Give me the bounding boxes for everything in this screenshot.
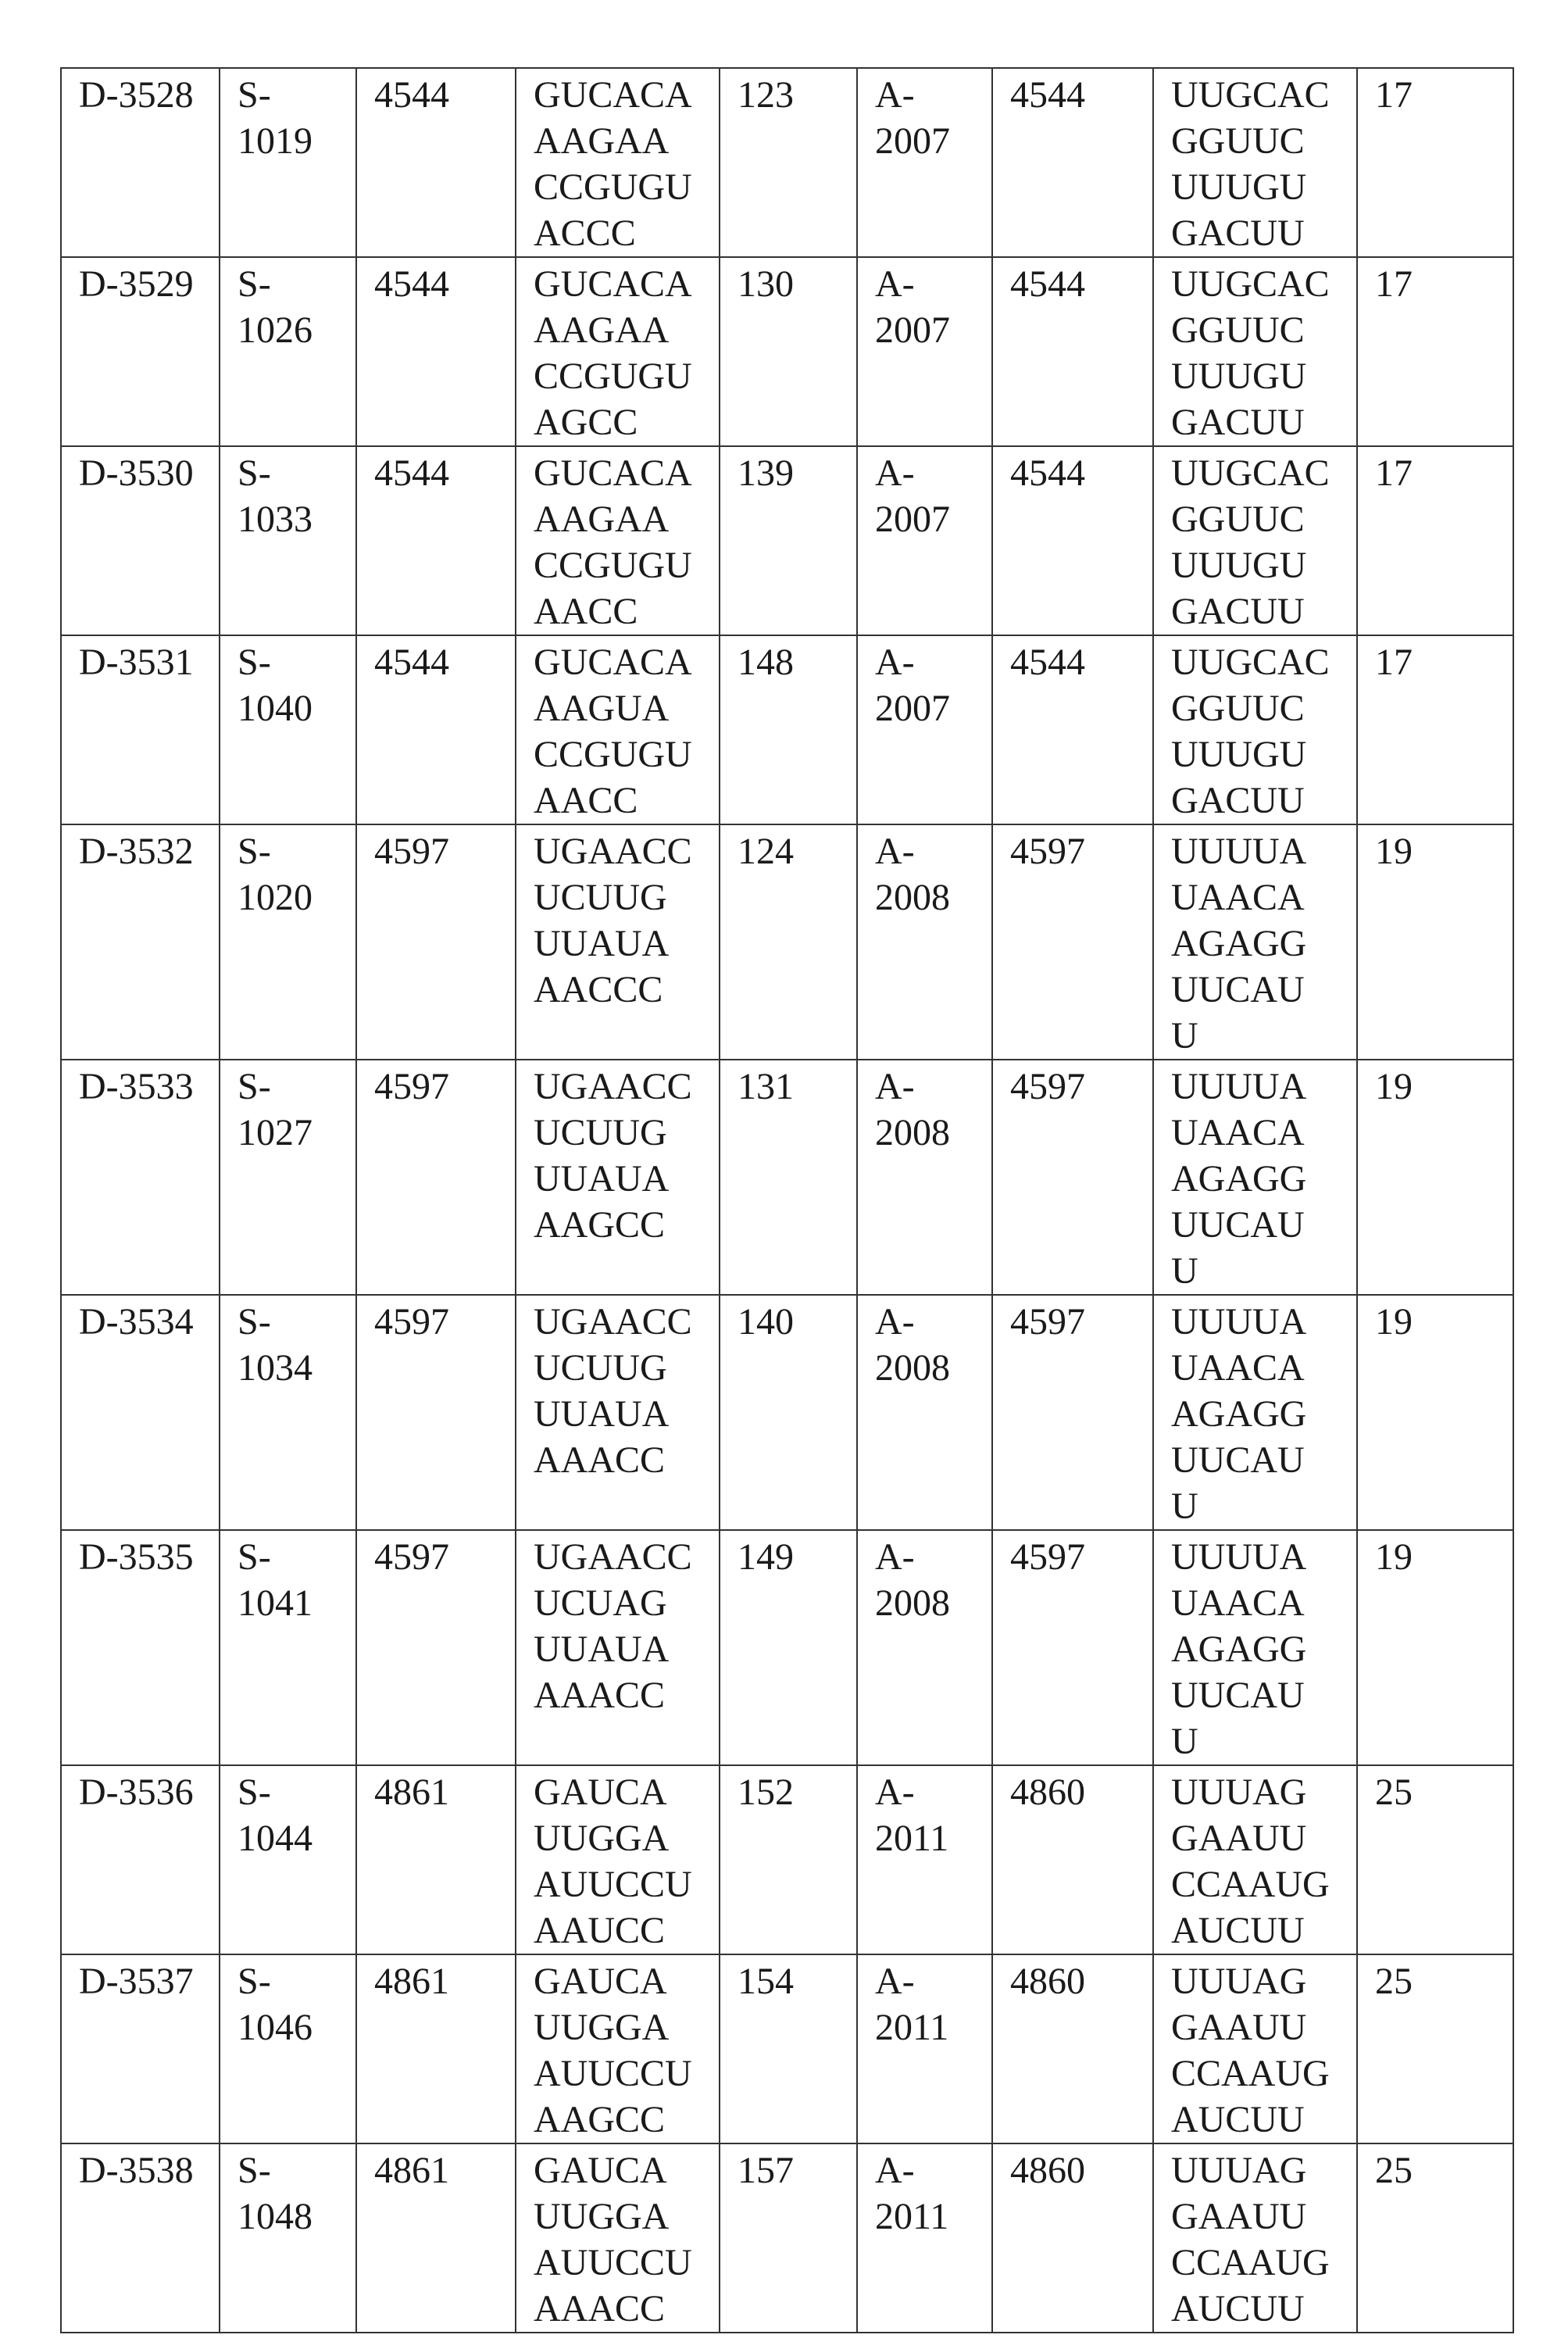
antisense-id-cell: A- 2007	[857, 446, 992, 635]
antisense-position-cell: 4597	[992, 1295, 1153, 1530]
antisense-sequence-cell: UUUUA UAACA AGAGG UUCAU U	[1153, 1295, 1357, 1530]
antisense-id-cell: A- 2011	[857, 1954, 992, 2143]
sense-id-cell: S- 1019	[220, 68, 356, 257]
sense-id-cell: S- 1034	[220, 1295, 356, 1530]
antisense-sequence-cell: UUUUA UAACA AGAGG UUCAU U	[1153, 824, 1357, 1060]
antisense-id-cell: A- 2008	[857, 1530, 992, 1765]
sense-id-cell: S- 1048	[220, 2143, 356, 2333]
target-cell: 19	[1357, 1295, 1513, 1530]
sense-sequence-cell: UGAACC UCUAG UUAUA AAACC	[516, 1530, 720, 1765]
sense-seq-id-cell: 130	[720, 257, 857, 446]
sense-id-cell: S- 1040	[220, 635, 356, 824]
table-row	[61, 824, 1513, 1060]
sense-position-cell: 4861	[356, 1954, 516, 2143]
sense-id-cell: S- 1046	[220, 1954, 356, 2143]
antisense-sequence-cell: UUUAG GAAUU CCAAUG AUCUU	[1153, 2143, 1357, 2333]
antisense-position-cell: 4544	[992, 446, 1153, 635]
sense-seq-id-cell: 140	[720, 1295, 857, 1530]
sense-seq-id-cell: 123	[720, 68, 857, 257]
antisense-position-cell: 4544	[992, 68, 1153, 257]
duplex-id-cell: D-3531	[61, 635, 220, 824]
sense-id-cell: S- 1027	[220, 1060, 356, 1295]
antisense-id-cell: A- 2007	[857, 68, 992, 257]
sense-position-cell: 4544	[356, 68, 516, 257]
sense-seq-id-cell: 157	[720, 2143, 857, 2333]
antisense-id-cell: A- 2011	[857, 2143, 992, 2333]
antisense-sequence-cell: UUGCAC GGUUC UUUGU GACUU	[1153, 257, 1357, 446]
table-row	[61, 1954, 1513, 2143]
duplex-id-cell: D-3532	[61, 824, 220, 1060]
antisense-position-cell: 4597	[992, 1530, 1153, 1765]
sense-seq-id-cell: 131	[720, 1060, 857, 1295]
target-cell: 17	[1357, 68, 1513, 257]
sense-position-cell: 4861	[356, 2143, 516, 2333]
sense-position-cell: 4544	[356, 257, 516, 446]
duplex-id-cell: D-3536	[61, 1765, 220, 1954]
table-row	[61, 1295, 1513, 1530]
antisense-sequence-cell: UUGCAC GGUUC UUUGU GACUU	[1153, 635, 1357, 824]
sense-position-cell: 4861	[356, 1765, 516, 1954]
sense-position-cell: 4597	[356, 1530, 516, 1765]
table-row	[61, 68, 1513, 257]
target-cell: 17	[1357, 635, 1513, 824]
antisense-sequence-cell: UUGCAC GGUUC UUUGU GACUU	[1153, 446, 1357, 635]
antisense-position-cell: 4860	[992, 2143, 1153, 2333]
target-cell: 19	[1357, 1530, 1513, 1765]
sense-id-cell: S- 1020	[220, 824, 356, 1060]
sense-seq-id-cell: 124	[720, 824, 857, 1060]
target-cell: 19	[1357, 1060, 1513, 1295]
table-row	[61, 2143, 1513, 2333]
antisense-sequence-cell: UUGCAC GGUUC UUUGU GACUU	[1153, 68, 1357, 257]
antisense-position-cell: 4544	[992, 635, 1153, 824]
table-row	[61, 1765, 1513, 1954]
duplex-id-cell: D-3534	[61, 1295, 220, 1530]
duplex-id-cell: D-3533	[61, 1060, 220, 1295]
antisense-sequence-cell: UUUUA UAACA AGAGG UUCAU U	[1153, 1530, 1357, 1765]
antisense-id-cell: A- 2011	[857, 1765, 992, 1954]
antisense-position-cell: 4544	[992, 257, 1153, 446]
duplex-id-cell: D-3530	[61, 446, 220, 635]
table-body	[61, 68, 1513, 2333]
antisense-id-cell: A- 2008	[857, 1060, 992, 1295]
target-cell: 17	[1357, 446, 1513, 635]
sense-sequence-cell: GUCACA AAGUA CCGUGU AACC	[516, 635, 720, 824]
sense-position-cell: 4544	[356, 635, 516, 824]
sense-id-cell: S- 1026	[220, 257, 356, 446]
sense-sequence-cell: UGAACC UCUUG UUAUA AAGCC	[516, 1060, 720, 1295]
duplex-id-cell: D-3535	[61, 1530, 220, 1765]
antisense-id-cell: A- 2008	[857, 824, 992, 1060]
sense-sequence-cell: GUCACA AAGAA CCGUGU AGCC	[516, 257, 720, 446]
duplex-sequence-table	[60, 67, 1514, 2333]
target-cell: 17	[1357, 257, 1513, 446]
sense-position-cell: 4597	[356, 1295, 516, 1530]
sense-seq-id-cell: 154	[720, 1954, 857, 2143]
antisense-id-cell: A- 2007	[857, 635, 992, 824]
antisense-id-cell: A- 2008	[857, 1295, 992, 1530]
sense-position-cell: 4597	[356, 1060, 516, 1295]
antisense-sequence-cell: UUUUA UAACA AGAGG UUCAU U	[1153, 1060, 1357, 1295]
sense-seq-id-cell: 148	[720, 635, 857, 824]
antisense-id-cell: A- 2007	[857, 257, 992, 446]
duplex-id-cell: D-3528	[61, 68, 220, 257]
table-row	[61, 1060, 1513, 1295]
antisense-position-cell: 4860	[992, 1765, 1153, 1954]
sense-sequence-cell: GAUCA UUGGA AUUCCU AAACC	[516, 2143, 720, 2333]
duplex-id-cell: D-3538	[61, 2143, 220, 2333]
antisense-sequence-cell: UUUAG GAAUU CCAAUG AUCUU	[1153, 1765, 1357, 1954]
table-row	[61, 446, 1513, 635]
table-row	[61, 635, 1513, 824]
duplex-id-cell: D-3537	[61, 1954, 220, 2143]
sense-position-cell: 4597	[356, 824, 516, 1060]
sense-id-cell: S- 1041	[220, 1530, 356, 1765]
sense-seq-id-cell: 139	[720, 446, 857, 635]
sense-seq-id-cell: 152	[720, 1765, 857, 1954]
sense-sequence-cell: GAUCA UUGGA AUUCCU AAUCC	[516, 1765, 720, 1954]
sense-id-cell: S- 1044	[220, 1765, 356, 1954]
sense-seq-id-cell: 149	[720, 1530, 857, 1765]
target-cell: 25	[1357, 1954, 1513, 2143]
target-cell: 19	[1357, 824, 1513, 1060]
duplex-id-cell: D-3529	[61, 257, 220, 446]
sense-sequence-cell: UGAACC UCUUG UUAUA AAACC	[516, 1295, 720, 1530]
target-cell: 25	[1357, 2143, 1513, 2333]
sense-sequence-cell: GUCACA AAGAA CCGUGU AACC	[516, 446, 720, 635]
target-cell: 25	[1357, 1765, 1513, 1954]
sense-sequence-cell: GAUCA UUGGA AUUCCU AAGCC	[516, 1954, 720, 2143]
sense-sequence-cell: UGAACC UCUUG UUAUA AACCC	[516, 824, 720, 1060]
table-row	[61, 1530, 1513, 1765]
sense-sequence-cell: GUCACA AAGAA CCGUGU ACCC	[516, 68, 720, 257]
antisense-sequence-cell: UUUAG GAAUU CCAAUG AUCUU	[1153, 1954, 1357, 2143]
sense-id-cell: S- 1033	[220, 446, 356, 635]
antisense-position-cell: 4597	[992, 1060, 1153, 1295]
antisense-position-cell: 4860	[992, 1954, 1153, 2143]
sense-position-cell: 4544	[356, 446, 516, 635]
antisense-position-cell: 4597	[992, 824, 1153, 1060]
table-row	[61, 257, 1513, 446]
